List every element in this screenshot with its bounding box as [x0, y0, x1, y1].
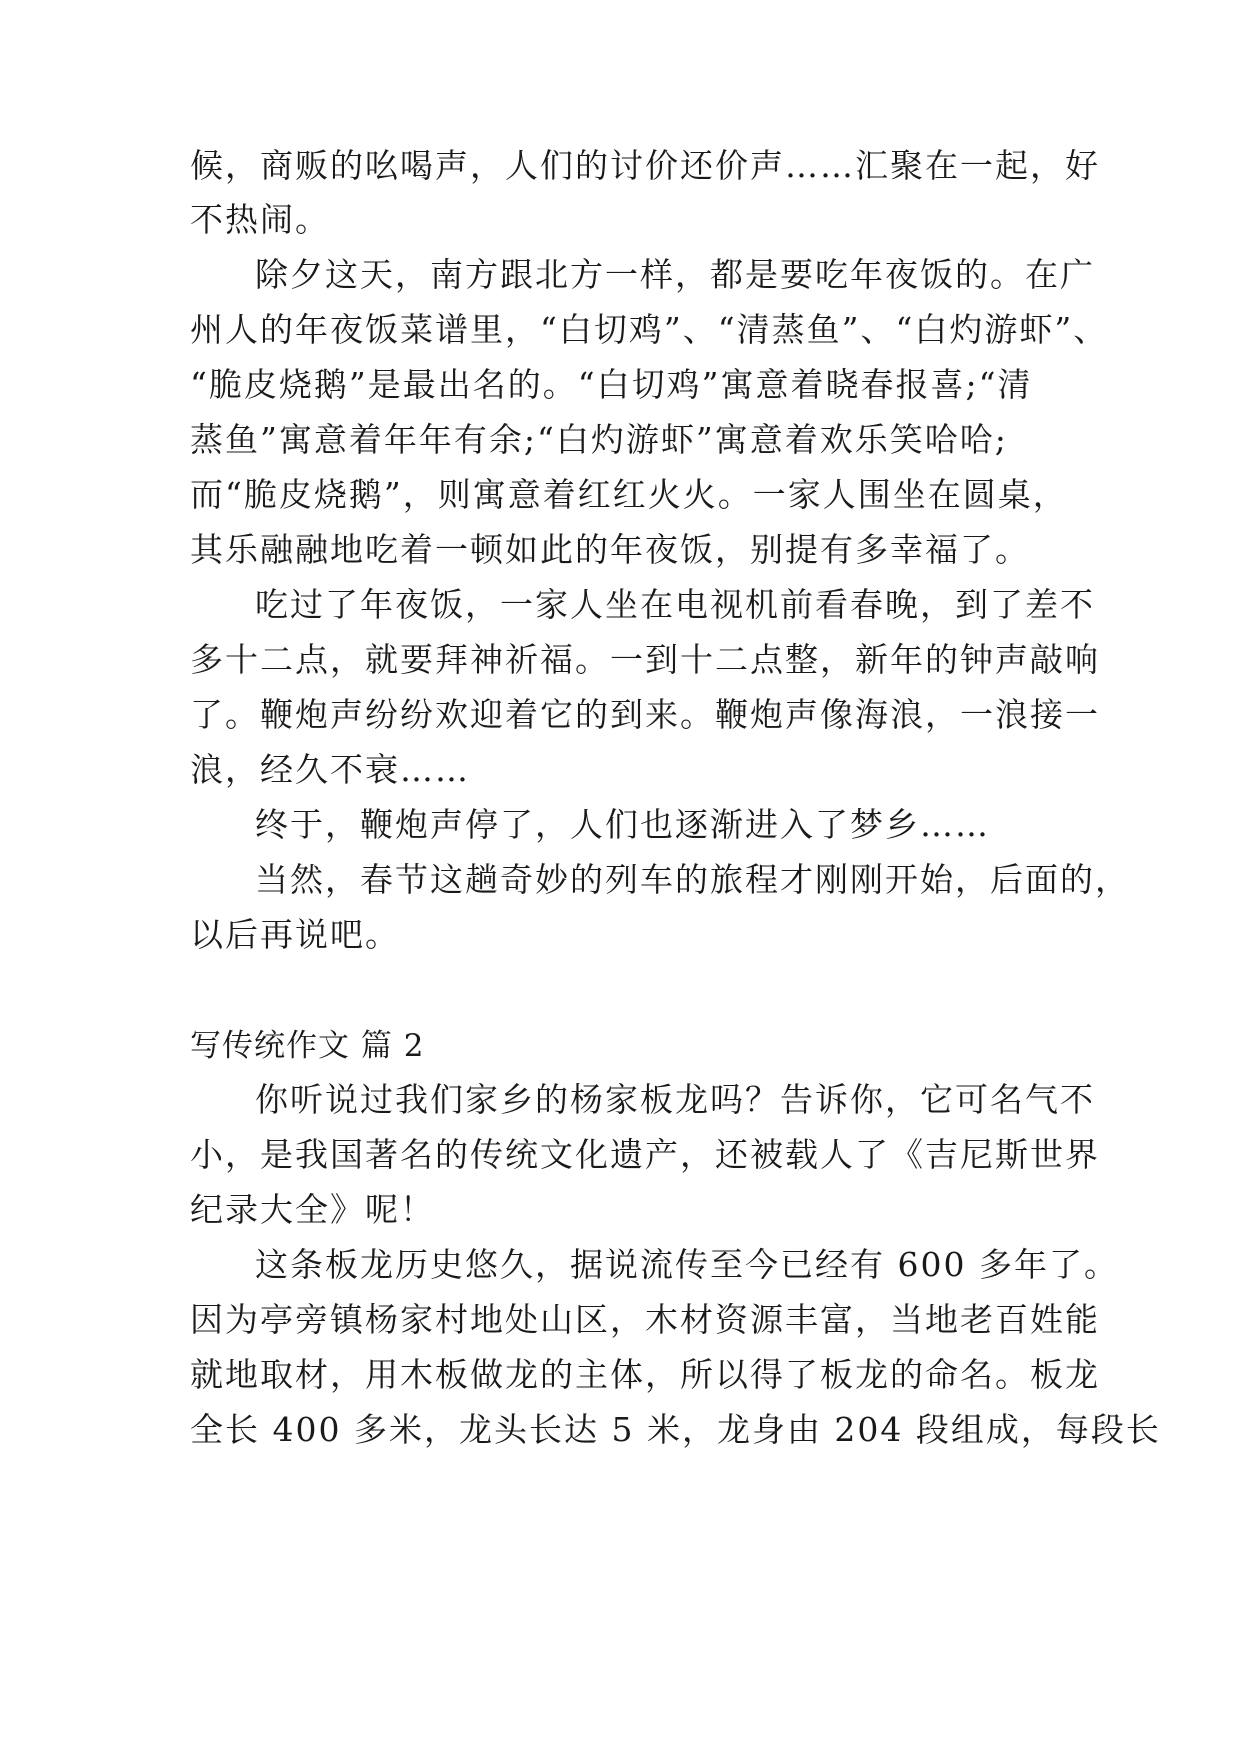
paragraph-line: “脆皮烧鹅”是最出名的。“白切鸡”寓意着晓春报喜;“清	[190, 365, 1033, 404]
paragraph-line: 候，商贩的吆喝声，人们的讨价还价声……汇聚在一起，好	[190, 146, 1100, 185]
paragraph-line: 不热闹。	[190, 200, 330, 239]
paragraph-line: 其乐融融地吃着一顿如此的年夜饭，别提有多幸福了。	[190, 530, 1030, 569]
paragraph-line: 了。鞭炮声纷纷欢迎着它的到来。鞭炮声像海浪，一浪接一	[190, 695, 1100, 734]
paragraph-line: 纪录大全》呢！	[190, 1190, 435, 1229]
section-heading: 写传统作文 篇 2	[190, 1028, 425, 1064]
paragraph-line: 而“脆皮烧鹅”，则寓意着红红火火。一家人围坐在圆桌，	[190, 475, 1068, 514]
paragraph-line: 以后再说吧。	[190, 915, 400, 954]
paragraph-line: 全长 400 多米，龙头长达 5 米，龙身由 204 段组成，每段长	[190, 1410, 1161, 1449]
paragraph-line: 这条板龙历史悠久，据说流传至今已经有 600 多年了。	[255, 1245, 1119, 1284]
paragraph-line: 浪，经久不衰……	[190, 750, 470, 789]
paragraph-line: 除夕这天，南方跟北方一样，都是要吃年夜饭的。在广	[255, 255, 1095, 294]
paragraph-line: 吃过了年夜饭，一家人坐在电视机前看春晚，到了差不	[255, 585, 1095, 624]
paragraph-line: 你听说过我们家乡的杨家板龙吗？告诉你，它可名气不	[255, 1080, 1095, 1119]
paragraph-line: 终于，鞭炮声停了，人们也逐渐进入了梦乡……	[255, 805, 990, 844]
paragraph-line: 因为亭旁镇杨家村地处山区，木材资源丰富，当地老百姓能	[190, 1300, 1100, 1339]
paragraph-line: 多十二点，就要拜神祈福。一到十二点整，新年的钟声敲响	[190, 640, 1100, 679]
paragraph-line: 小，是我国著名的传统文化遗产，还被载人了《吉尼斯世界	[190, 1135, 1100, 1174]
paragraph-line: 州人的年夜饭菜谱里，“白切鸡”、“清蒸鱼”、“白灼游虾”、	[190, 310, 1109, 349]
paragraph-line: 就地取材，用木板做龙的主体，所以得了板龙的命名。板龙	[190, 1355, 1100, 1394]
paragraph-line: 蒸鱼”寓意着年年有余;“白灼游虾”寓意着欢乐笑哈哈;	[190, 420, 1008, 459]
paragraph-line: 当然，春节这趟奇妙的列车的旅程才刚刚开始，后面的，	[255, 860, 1130, 899]
